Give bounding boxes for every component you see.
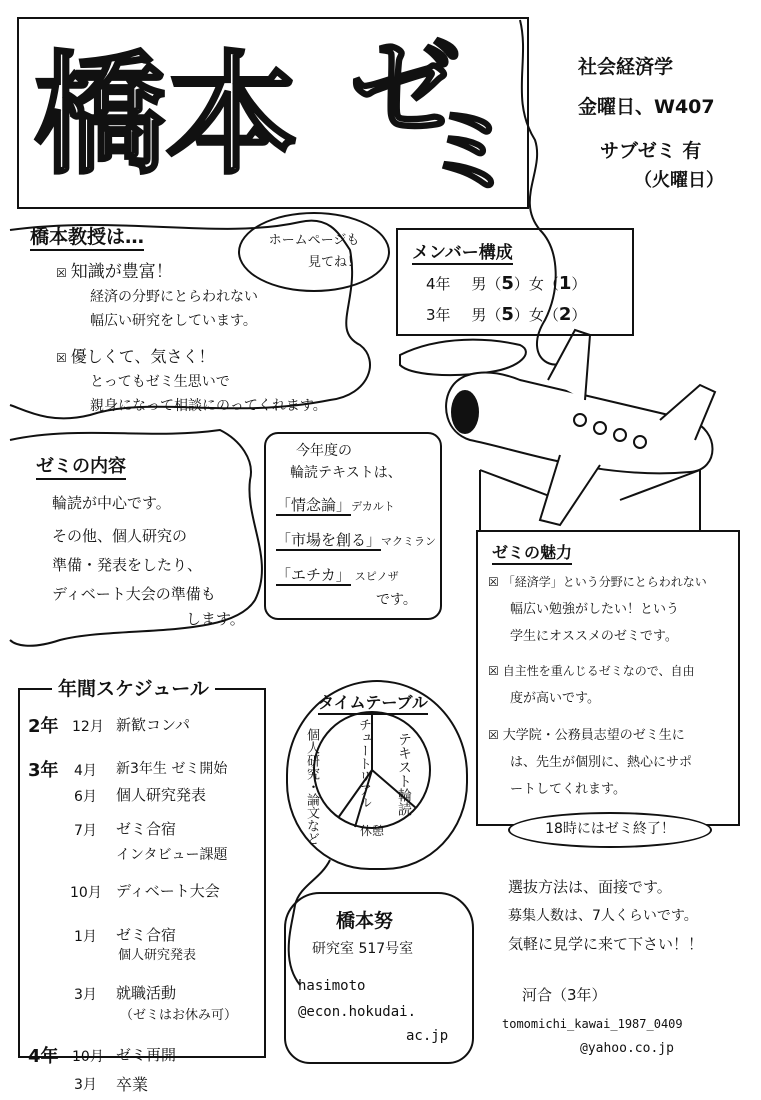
title — [34, 26, 518, 207]
schedule-event: ディベート大会 — [116, 882, 220, 900]
professor-point-line: 経済の分野にとらわれない — [90, 289, 258, 305]
schedule-month: 7月 — [74, 823, 97, 839]
schedule-row — [28, 784, 264, 812]
content-section — [36, 452, 256, 629]
timetable-segment-tutorial: チュートリアル — [356, 718, 371, 809]
schedule-year: 2年 — [28, 716, 59, 737]
selection-line: 気軽に見学に来て下さい！！ — [508, 935, 704, 953]
author-email-line: tomomichi_kawai_1987_0409 — [502, 1017, 683, 1031]
professor-point-lead: 知識が豊富！ — [70, 262, 173, 282]
members-female-count: 2 — [558, 304, 572, 325]
professor-point-line: 幅広い研究をしています。 — [90, 313, 257, 329]
selection-info — [508, 876, 758, 954]
appeal-line: 自主性を重んじるゼミなので、自由 — [502, 664, 695, 678]
members-year: 4年 — [426, 275, 451, 293]
members-row — [412, 304, 618, 325]
checkbox-icon: ☒ — [56, 351, 67, 365]
texts-book-title: 「エチカ」 — [276, 566, 351, 584]
members-male-count: 5 — [501, 304, 514, 325]
professor-heading: 橋本教授は… — [30, 222, 144, 251]
members-year: 3年 — [426, 306, 451, 324]
checkbox-icon: ☒ — [488, 728, 499, 742]
texts-book-author: スピノザ — [354, 570, 399, 583]
schedule-list — [28, 712, 264, 1100]
schedule-month: 10月 — [72, 1049, 104, 1065]
appeal-point — [488, 662, 728, 706]
meta-subject: 社会経済学 — [578, 56, 674, 78]
appeal-point — [488, 573, 728, 644]
title-katakana-2: ミ — [422, 95, 518, 207]
checkbox-icon: ☒ — [56, 266, 67, 280]
appeal-line: 幅広い勉強がしたい！という — [510, 602, 680, 617]
content-line: その他、個人研究の — [52, 527, 188, 545]
appeal-line: ートしてくれます。 — [510, 782, 626, 797]
appeal-line: は、先生が個別に、熱心にサポ — [510, 755, 693, 770]
schedule-event: 個人研究発表 — [116, 786, 207, 804]
checkbox-icon: ☒ — [488, 664, 499, 678]
island-shape — [400, 340, 526, 375]
contact-name: 橋本努 — [336, 910, 394, 932]
professor-point-2 — [56, 344, 350, 415]
author-email-line: @yahoo.co.jp — [580, 1041, 674, 1056]
contact-email-line: ac.jp — [406, 1028, 449, 1044]
appeal-box — [476, 530, 740, 826]
content-line: 輪読が中心です。 — [52, 494, 171, 512]
members-female-label: ）女（ — [513, 275, 559, 293]
texts-box — [264, 432, 442, 620]
professor-point-lead: 優しくて、気さく！ — [70, 347, 215, 366]
appeal-line: 大学院・公務員志望のゼミ生に — [502, 728, 685, 743]
title-kanji: 橋本 — [34, 39, 298, 193]
texts-book — [276, 494, 430, 515]
contact-email-line: @econ.hokudai. — [298, 1004, 417, 1020]
members-close: ） — [571, 306, 587, 324]
schedule-event: ゼミ再開 — [116, 1046, 177, 1064]
members-row — [412, 273, 618, 294]
schedule-event: ゼミ合宿 — [116, 926, 177, 944]
schedule-month: 10月 — [70, 885, 102, 901]
members-male-label: 男（ — [471, 275, 502, 293]
texts-book-title: 「情念論」 — [276, 496, 352, 514]
airplane-illustration — [446, 330, 715, 525]
homepage-bubble — [238, 212, 390, 292]
schedule-year: 4年 — [28, 1046, 59, 1067]
schedule-month: 12月 — [72, 719, 104, 735]
schedule-year: 3年 — [28, 760, 59, 781]
texts-book-author: マクミラン — [381, 535, 437, 548]
meta-info — [578, 52, 758, 192]
members-male-label: 男（ — [471, 306, 502, 324]
title-katakana-1: ゼ — [350, 26, 460, 154]
timetable-segment-text: テキスト輪読 — [396, 732, 412, 816]
selection-line: 募集人数は、7人くらいです。 — [508, 908, 698, 924]
schedule-event-sub: 個人研究発表 — [118, 948, 197, 963]
appeal-point — [488, 724, 728, 797]
schedule-row — [28, 880, 264, 920]
meta-schedule: 金曜日、W407 — [578, 96, 715, 118]
timetable-segment-research: 個人研究・論文など — [304, 728, 319, 845]
members-close: ） — [571, 275, 587, 293]
texts-book-author: デカルト — [351, 500, 395, 513]
homepage-bubble-line: 見てね！ — [307, 255, 360, 270]
schedule-month: 3月 — [74, 987, 97, 1003]
content-line: します。 — [186, 610, 245, 628]
appeal-heading: ゼミの魅力 — [492, 540, 572, 565]
timetable-segment-break: 休憩 — [360, 824, 385, 838]
contact-office: 研究室 517号室 — [312, 941, 414, 957]
texts-book — [276, 564, 430, 585]
texts-book-title: 「市場を創る」 — [276, 531, 382, 549]
professor-point-line: 親身になって相談にのってくれます。 — [90, 398, 327, 414]
author-name: 河合（3年） — [522, 986, 607, 1004]
texts-book — [276, 529, 437, 550]
professor-point-line: とってもゼミ生思いで — [90, 374, 230, 390]
schedule-month: 4月 — [74, 763, 97, 779]
schedule-heading: 年間スケジュール — [52, 674, 215, 701]
content-line: 準備・発表をしたり、 — [52, 556, 203, 574]
schedule-event: 卒業 — [116, 1075, 149, 1094]
schedule-event-sub: インタビュー課題 — [116, 847, 228, 863]
appeal-line: 「経済学」という分野にとらわれない — [502, 575, 707, 589]
schedule-month: 1月 — [74, 929, 97, 945]
members-heading: メンバー構成 — [412, 238, 513, 265]
meta-subseminar-day: （火曜日） — [634, 170, 724, 191]
texts-intro-line: 輪読テキストは、 — [290, 465, 402, 481]
schedule-row — [28, 712, 264, 746]
schedule-month: 6月 — [74, 789, 97, 805]
content-line: ディベート大会の準備も — [52, 585, 216, 603]
contact-email-line: hasimoto — [298, 978, 366, 994]
appeal-end-note — [508, 812, 712, 848]
texts-ending: です。 — [376, 592, 417, 608]
schedule-row — [28, 1042, 264, 1072]
content-heading: ゼミの内容 — [36, 452, 126, 480]
author-info — [502, 984, 758, 1056]
appeal-line: 学生にオススメのゼミです。 — [510, 629, 678, 644]
schedule-row — [28, 818, 264, 876]
appeal-end-note-text: 18時にはゼミ終了！ — [545, 821, 675, 837]
texts-intro-line: 今年度の — [296, 443, 352, 459]
schedule-month: 3月 — [74, 1077, 97, 1093]
members-female-label: ）女（ — [513, 306, 559, 324]
schedule-event-sub: （ゼミはお休み可） — [120, 1008, 238, 1023]
schedule-event: 新3年生 ゼミ開始 — [116, 761, 228, 777]
schedule-row — [28, 756, 264, 784]
meta-subseminar: サブゼミ 有 — [600, 140, 702, 162]
appeal-line: 度が高いです。 — [510, 691, 600, 706]
schedule-event: ゼミ合宿 — [116, 820, 177, 838]
selection-line: 選抜方法は、面接です。 — [508, 878, 672, 896]
contact-box — [284, 892, 474, 1064]
members-female-count: 1 — [558, 273, 572, 294]
timetable-heading: タイムテーブル — [318, 690, 428, 715]
schedule-row — [28, 982, 264, 1042]
members-male-count: 5 — [501, 273, 514, 294]
members-box — [396, 228, 634, 336]
checkbox-icon: ☒ — [488, 575, 499, 589]
schedule-row — [28, 1072, 264, 1100]
schedule-row — [28, 924, 264, 980]
schedule-event: 就職活動 — [116, 984, 177, 1002]
homepage-bubble-line: ホームページも — [268, 233, 360, 248]
schedule-event: 新歓コンパ — [116, 716, 190, 734]
